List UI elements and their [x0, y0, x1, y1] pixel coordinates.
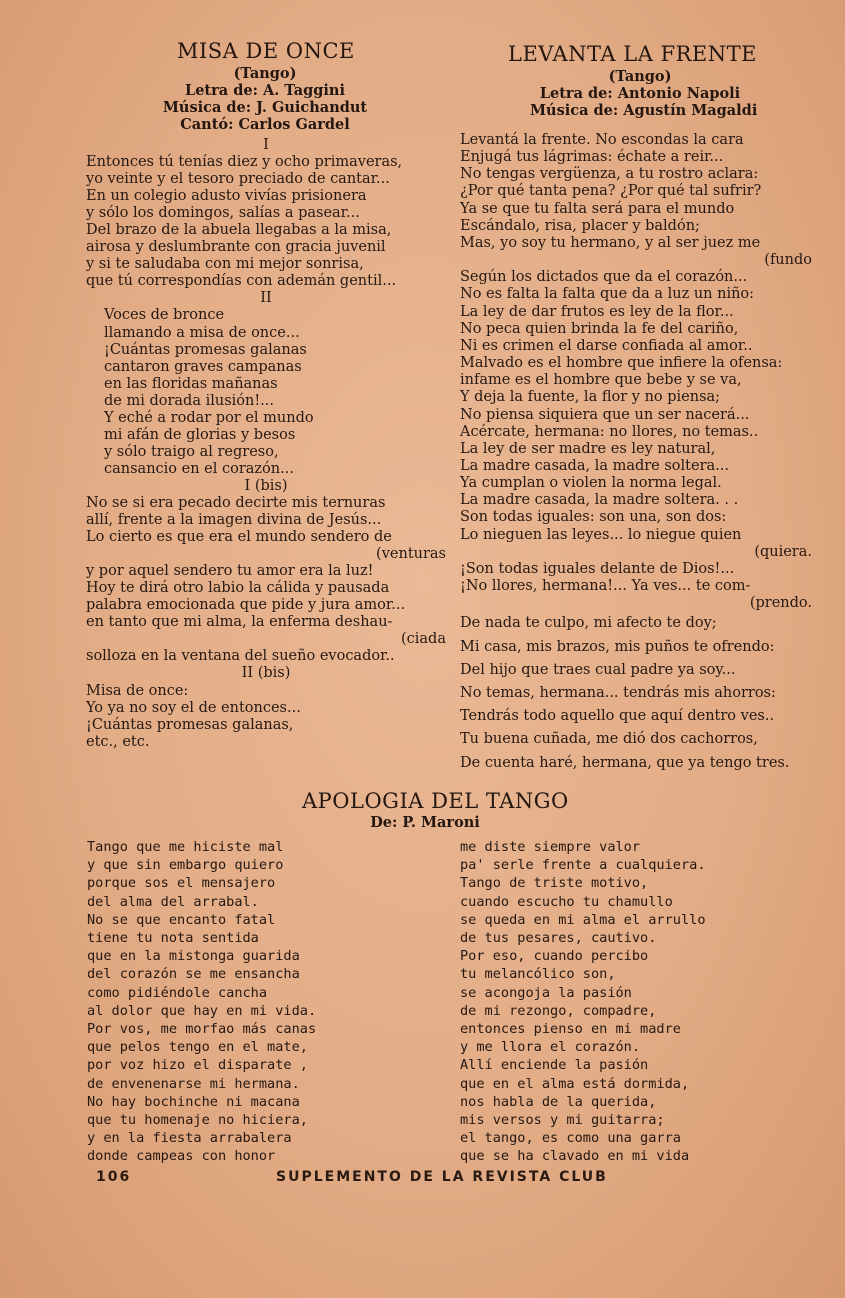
lyric-line: Por vos, me morfao más canas	[87, 1021, 317, 1038]
song-title-levanta-la-frente: LEVANTA LA FRENTE	[508, 42, 757, 66]
lyric-line: se queda en mi alma el arrullo	[460, 911, 706, 928]
lyric-line: del corazón se me ensancha	[87, 966, 300, 983]
lyric-line: Según los dictados que da el corazón...	[460, 269, 748, 286]
lyric-line: Entonces tú tenías diez y ocho primaveras,	[86, 154, 403, 171]
lyric-line: Tango de triste motivo,	[460, 875, 649, 892]
lyric-line: en tanto que mi alma, la enferma deshau-	[86, 614, 393, 631]
lyric-line: que tu homenaje no hiciera,	[87, 1112, 308, 1129]
lyric-line: Tu buena cuñada, me dió dos cachorros,	[460, 731, 758, 748]
lyric-line: que en el alma está dormida,	[460, 1075, 690, 1092]
lyric-line: (ciada	[401, 631, 446, 648]
lyric-line: No hay bochinche ni macana	[87, 1093, 300, 1110]
lyric-line: Mas, yo soy tu hermano, y al ser juez me	[460, 234, 761, 251]
lyric-line: ¿Por qué tanta pena? ¿Por qué tal sufrir?	[460, 183, 762, 200]
lyric-line: Misa de once:	[86, 682, 189, 699]
lyric-line: se acongoja la pasión	[460, 984, 632, 1001]
lyric-line: Del hijo que traes cual padre ya soy...	[460, 661, 736, 678]
lyric-line: y en la fiesta arrabalera	[87, 1130, 292, 1147]
lyric-line: Escándalo, risa, placer y baldón;	[460, 217, 700, 234]
lyric-line: De nada te culpo, mi afecto te doy;	[460, 615, 717, 632]
lyric-line: ¡No llores, hermana!... Ya ves... te com-	[460, 578, 751, 595]
lyric-line: allí, frente a la imagen divina de Jesús...	[86, 512, 382, 529]
lyric-line: II (bis)	[241, 665, 291, 682]
lyric-line: I	[263, 137, 269, 153]
lyric-line: No es falta la falta que da a luz un niño:	[460, 286, 755, 303]
lyric-line: Mi casa, mis brazos, mis puños te ofrendo:	[460, 638, 775, 655]
composer-credit: Música de: Agustín Magaldi	[530, 102, 758, 119]
lyric-line: I (bis)	[244, 477, 288, 494]
lyric-line: Hoy te dirá otro labio la cálida y pausada	[86, 580, 390, 597]
song-title-misa-de-once: MISA DE ONCE	[177, 39, 355, 63]
lyric-line: yo veinte y el tesoro preciado de cantar...	[86, 171, 390, 188]
lyric-line: como pidiéndole cancha	[87, 984, 268, 1001]
lyric-line: mi afán de glorias y besos	[104, 426, 296, 443]
poem-column-left	[87, 838, 417, 1166]
lyric-line: Levantá la frente. No escondas la cara	[460, 132, 744, 148]
lyric-line: de mi dorada ilusión!...	[104, 392, 275, 409]
lyric-line: y me llora el corazón.	[460, 1039, 641, 1056]
singer-credit: Cantó: Carlos Gardel	[180, 116, 350, 133]
lyric-line: En un colegio adusto vivías prisionera	[86, 188, 367, 205]
lyric-line: pa' serle frente a cualquiera.	[460, 857, 706, 874]
lyric-line: llamando a misa de once...	[104, 324, 300, 341]
poem-column-right	[460, 838, 790, 1166]
lyric-line: ¡Cuántas promesas galanas	[104, 341, 307, 358]
lyric-line: y sólo traigo al regreso,	[104, 443, 279, 460]
lyric-line: II	[260, 290, 272, 307]
publication-name: SUPLEMENTO DE LA REVISTA CLUB	[276, 1169, 608, 1185]
composer-credit: Música de: J. Guichandut	[162, 99, 368, 116]
poem-title-apologia-del-tango: APOLOGIA DEL TANGO	[302, 789, 569, 813]
lyric-line: el tango, es como una garra	[460, 1130, 681, 1147]
lyric-line: ¡Cuántas promesas galanas,	[86, 716, 294, 733]
lyric-line: Del brazo de la abuela llegabas a la misa,	[86, 222, 392, 239]
lyric-line: Tango que me hiciste mal	[87, 839, 284, 855]
lyric-line: Voces de bronce	[104, 307, 225, 324]
lyric-line: Malvado es el hombre que infiere la ofensa:	[460, 355, 783, 372]
lyric-line: La madre casada, la madre soltera...	[460, 457, 729, 474]
lyric-line: No tengas vergüenza, a tu rostro aclara:	[460, 166, 759, 183]
lyric-line: palabra emocionada que pide y jura amor...	[86, 597, 406, 614]
lyric-line: que tú correspondías con ademán gentil...	[86, 273, 397, 290]
lyric-line: La ley de dar frutos es ley de la flor...	[460, 303, 734, 320]
lyric-line: donde campeas con honor	[87, 1148, 276, 1165]
lyric-line: Allí enciende la pasión	[460, 1057, 649, 1074]
lyric-line: Enjugá tus lágrimas: échate a reir...	[460, 149, 724, 166]
lyricist-credit: Letra de: A. Taggini	[185, 82, 345, 99]
lyric-line: No temas, hermana... tendrás mis ahorros:	[460, 684, 776, 701]
lyric-line: que pelos tengo en el mate,	[87, 1039, 308, 1056]
lyric-line: entonces pienso en mi madre	[460, 1021, 681, 1038]
lyric-line: y sólo los domingos, salías a pasear...	[86, 205, 360, 222]
lyric-line: La madre casada, la madre soltera. . .	[460, 492, 739, 509]
lyric-line: cantaron graves campanas	[104, 358, 302, 375]
song-genre: (Tango)	[233, 65, 297, 82]
page-number: 106	[96, 1169, 132, 1185]
song-lyrics-levanta-la-frente	[460, 132, 812, 775]
lyric-line: tiene tu nota sentida	[87, 930, 259, 947]
lyricist-credit: Letra de: Antonio Napoli	[539, 85, 741, 102]
lyric-line: de tus pesares, cautivo.	[460, 930, 657, 947]
lyric-line: Lo cierto es que era el mundo sendero de	[86, 529, 392, 546]
lyric-line: (venturas	[376, 546, 446, 563]
lyric-line: No se que encanto fatal	[87, 911, 276, 928]
lyric-line: Acércate, hermana: no llores, no temas..	[460, 423, 759, 440]
poem-author: De: P. Maroni	[370, 814, 480, 831]
song-lyrics-misa-de-once	[86, 137, 446, 751]
lyric-line: cansancio en el corazón...	[104, 460, 294, 477]
lyric-line: Ni es crimen el darse confiada al amor..	[460, 337, 753, 354]
lyric-line: No peca quien brinda la fe del cariño,	[460, 320, 739, 337]
lyric-line: Ya cumplan o violen la norma legal.	[460, 475, 722, 492]
lyric-line: No se si era pecado decirte mis ternuras	[86, 494, 386, 511]
lyric-line: al dolor que hay en mi vida.	[87, 1002, 317, 1019]
lyric-line: Son todas iguales: son una, son dos:	[460, 509, 727, 526]
lyric-line: Por eso, cuando percibo	[460, 948, 649, 965]
lyric-line: y si te saludaba con mi mejor sonrisa,	[86, 256, 364, 273]
lyric-line: airosa y deslumbrante con gracia juvenil	[86, 239, 386, 256]
lyric-line: solloza en la ventana del sueño evocador..	[86, 648, 395, 665]
lyric-line: que en la mistonga guarida	[87, 948, 300, 965]
lyric-line: etc., etc.	[86, 733, 150, 750]
lyric-line: del alma del arrabal.	[87, 893, 259, 910]
lyric-line: ¡Son todas iguales delante de Dios!...	[460, 560, 735, 577]
lyric-line: por voz hizo el disparate ,	[87, 1057, 308, 1074]
lyric-line: de envenenarse mi hermana.	[87, 1075, 300, 1092]
lyric-line: y que sin embargo quiero	[87, 857, 284, 874]
lyric-line: (prendo.	[749, 595, 812, 612]
lyric-line: (fundo	[764, 252, 812, 269]
song-genre: (Tango)	[608, 68, 672, 85]
lyric-line: y por aquel sendero tu amor era la luz!	[86, 563, 374, 580]
lyric-line: No piensa siquiera que un ser nacerá...	[460, 406, 750, 423]
lyric-line: Lo nieguen las leyes... lo niegue quien	[460, 526, 742, 543]
lyric-line: mis versos y mi guitarra;	[460, 1112, 665, 1129]
lyric-line: que se ha clavado en mi vida	[460, 1148, 690, 1165]
lyric-line: nos habla de la querida,	[460, 1093, 657, 1110]
lyric-line: Yo ya no soy el de entonces...	[86, 699, 301, 716]
lyric-line: de mi rezongo, compadre,	[460, 1002, 657, 1019]
lyric-line: me diste siempre valor	[460, 839, 641, 855]
lyric-line: en las floridas mañanas	[104, 375, 278, 392]
lyric-line: porque sos el mensajero	[87, 875, 276, 892]
lyric-line: La ley de ser madre es ley natural,	[460, 440, 716, 457]
lyric-line: tu melancólico son,	[460, 966, 616, 983]
lyric-line: Tendrás todo aquello que aquí dentro ves..	[460, 708, 775, 725]
lyric-line: Ya se que tu falta será para el mundo	[460, 200, 735, 217]
lyric-line: infame es el hombre que bebe y se va,	[460, 372, 742, 389]
lyric-line: Y deja la fuente, la flor y no piensa;	[460, 389, 721, 406]
lyric-line: (quiera.	[754, 543, 812, 560]
lyric-line: Y eché a rodar por el mundo	[104, 409, 314, 426]
lyric-line: cuando escucho tu chamullo	[460, 893, 673, 910]
lyric-line: De cuenta haré, hermana, que ya tengo tres.	[460, 754, 790, 771]
